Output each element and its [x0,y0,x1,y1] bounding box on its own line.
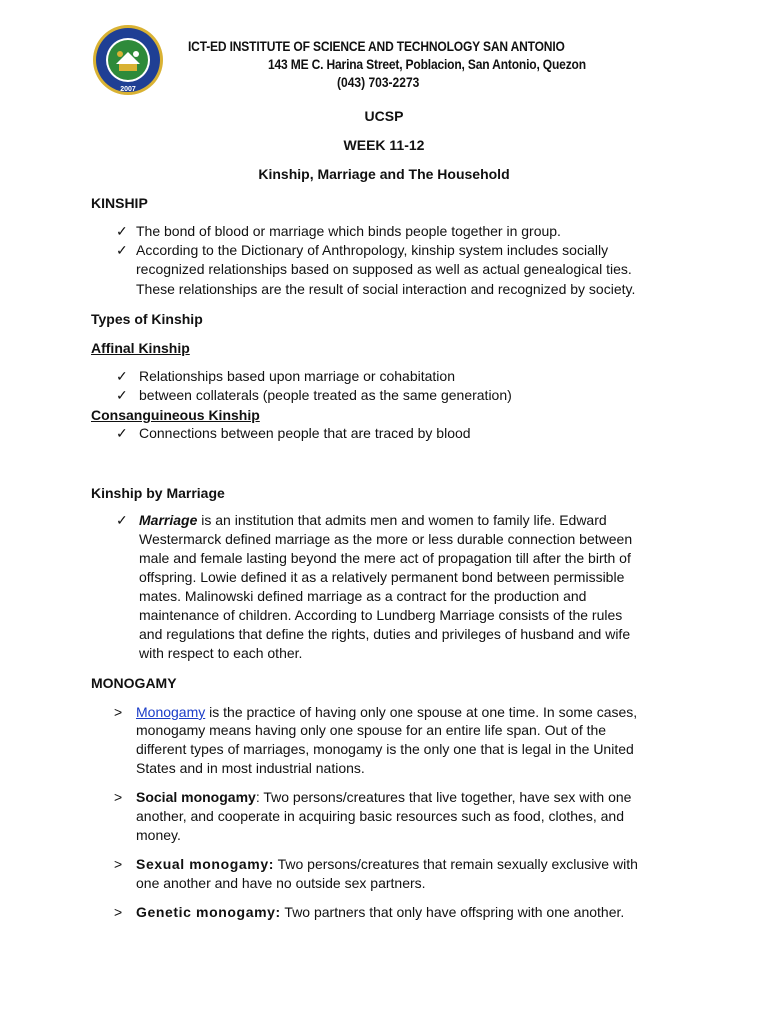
week-title: WEEK 11-12 [343,137,425,153]
kinship-heading: KINSHIP [91,195,148,211]
monogamy-def-line: Monogamy is the practice of having only one spouse at one time. In some cases, [136,704,638,720]
genetic-monogamy-term: Genetic monogamy: [136,904,281,920]
bullet-marker: > [114,904,123,920]
sexual-monogamy-line: one another and have no outside sex partners. [136,875,426,891]
bullet-marker: > [114,789,123,805]
course-title: UCSP [364,108,404,124]
social-monogamy-line: money. [136,827,181,843]
marriage-line: offspring. Lowie defined it as a relatively permanent bond between permissible [139,569,625,585]
affinal-item: between collaterals (people treated as the same generation) [139,387,512,403]
checkmark-icon: ✓ [116,242,128,258]
monogamy-link[interactable]: Monogamy [136,704,206,720]
social-monogamy-term: Social monogamy [136,789,256,805]
marriage-line: with respect to each other. [139,645,303,661]
marriage-heading: Kinship by Marriage [91,485,225,501]
marriage-line: and regulations that define the rights, duties and privileges of husband and wife [139,626,631,642]
checkmark-icon: ✓ [116,368,128,384]
checkmark-icon: ✓ [116,425,128,441]
marriage-line: maintenance of children. According to Lundberg Marriage consists of the rules [139,607,623,623]
bullet-marker: > [114,704,123,720]
social-monogamy-line: Social monogamy: Two persons/creatures that live together, have sex with one [136,789,632,805]
sexual-monogamy-term: Sexual monogamy: [136,856,274,872]
types-heading: Types of Kinship [91,311,203,327]
bullet-marker: > [114,856,123,872]
institution-name: ICT-ED INSTITUTE OF SCIENCE AND TECHNOLOGY SAN ANTONIO [188,38,565,54]
checkmark-icon: ✓ [116,387,128,403]
institution-seal-logo [92,24,164,96]
monogamy-def-line: monogamy means having only one spouse for an entire life span. Out of the [136,722,607,738]
seal-year: 2007 [120,86,136,93]
kinship-item: The bond of blood or marriage which binds people together in group. [136,223,561,239]
sexual-monogamy-line: Sexual monogamy: Two persons/creatures that remain sexually exclusive with [136,856,638,872]
marriage-line: mates. Malinowski defined marriage as a contract for the production and [139,588,587,604]
genetic-monogamy-line: Genetic monogamy: Two partners that only have offspring with one another. [136,904,625,920]
topic-title: Kinship, Marriage and The Household [258,166,510,182]
affinal-item: Relationships based upon marriage or cohabitation [139,368,455,384]
marriage-term: Marriage [139,512,198,528]
checkmark-icon: ✓ [116,512,128,528]
kinship-item: According to the Dictionary of Anthropology, kinship system includes socially [136,242,609,258]
marriage-line: male and female lasting beyond the mere act of propagation till after the birth of [139,550,631,566]
kinship-item-cont: recognized relationships based on supposed as well as actual genealogical ties. [136,261,632,277]
monogamy-def-line: different types of marriages, monogamy is the only one that is legal in the United [136,741,634,757]
marriage-line: Marriage is an institution that admits men and women to family life. Edward [139,512,607,528]
kinship-item-cont: These relationships are the result of social interaction and recognized by society. [136,281,636,297]
consanguineous-heading: Consanguineous Kinship [91,407,260,423]
social-monogamy-line: another, and cooperate in acquiring basic resources such as food, clothes, and [136,808,624,824]
checkmark-icon: ✓ [116,223,128,239]
affinal-heading: Affinal Kinship [91,340,190,356]
consanguineous-item: Connections between people that are traced by blood [139,425,471,441]
institution-address: 143 ME C. Harina Street, Poblacion, San Antonio, Quezon [268,56,586,72]
monogamy-def-line: States and in most industrial nations. [136,760,365,776]
monogamy-heading: MONOGAMY [91,675,177,691]
marriage-line: Westermarck defined marriage as the more or less durable connection between [139,531,633,547]
institution-phone: (043) 703-2273 [337,74,420,90]
